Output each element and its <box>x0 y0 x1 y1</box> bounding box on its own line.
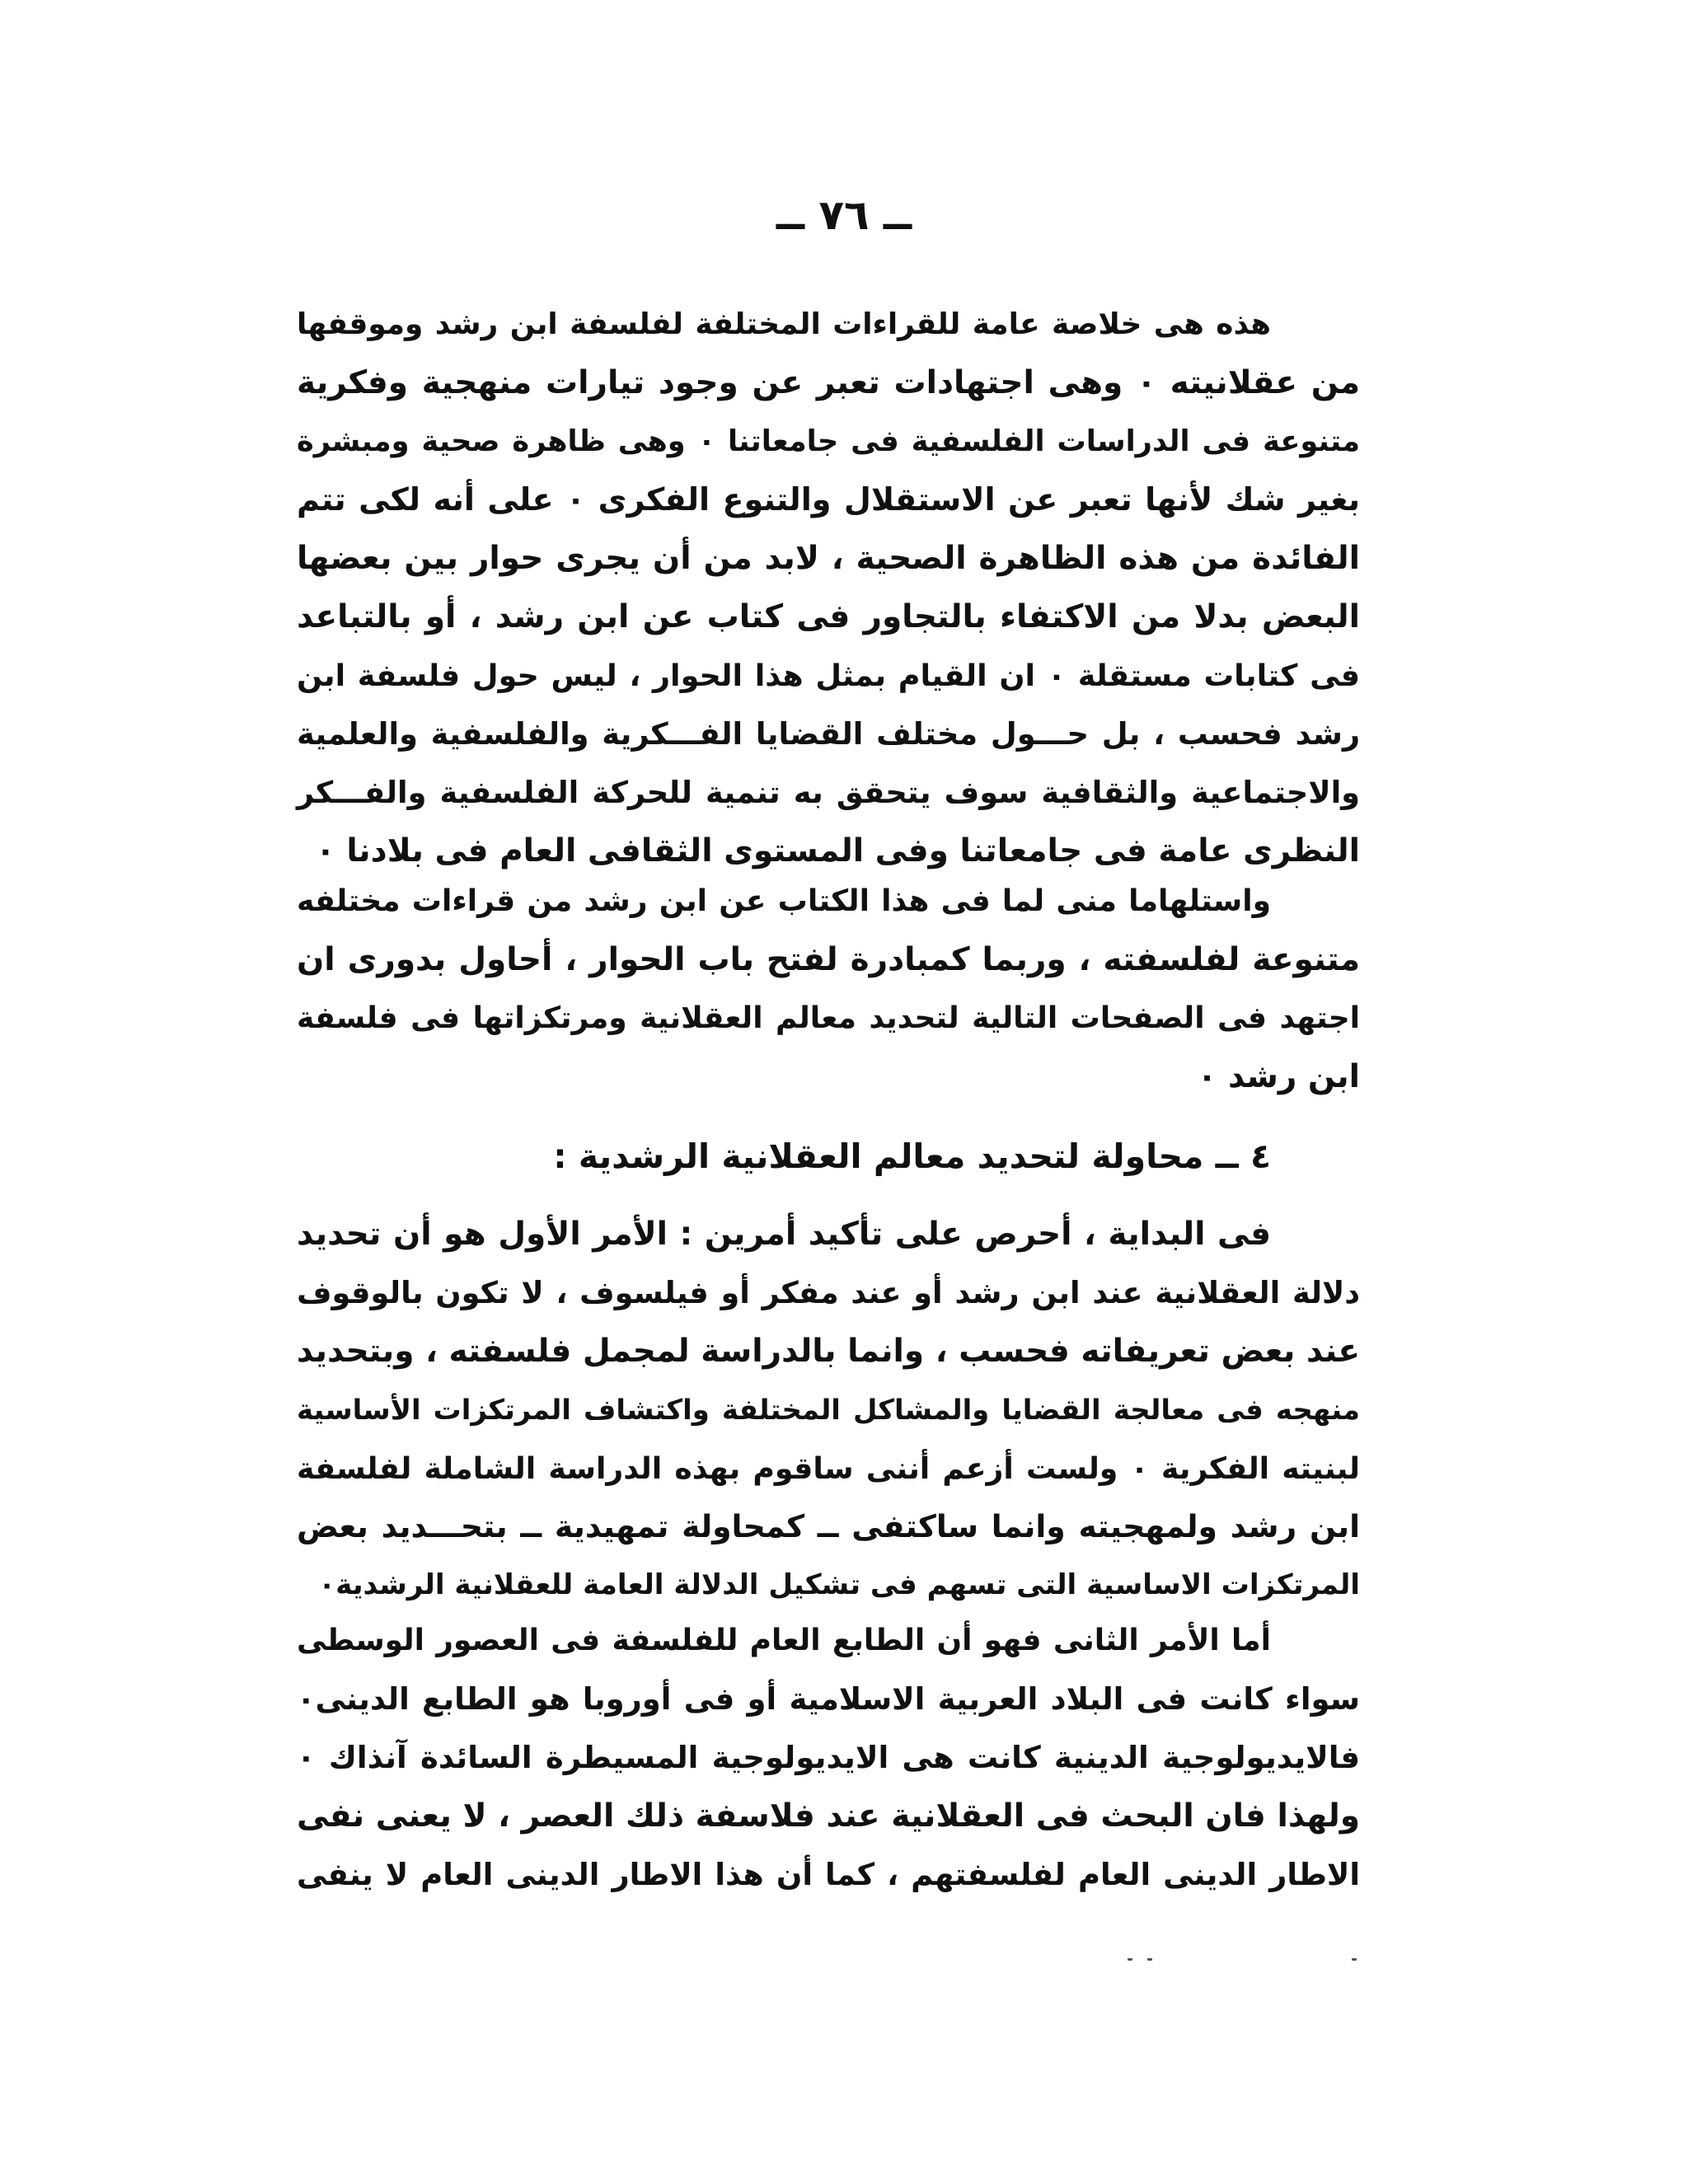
paragraph-3 <box>297 1205 1360 1615</box>
section-heading: ٤ ــ محاولة لتحديد معالم العقلانية الرشدية : <box>553 1137 1271 1176</box>
paragraph-line: متنوعة لفلسفته ، وربما كمبادرة لفتح باب الحوار ، أحاول بدورى ان <box>297 941 1360 978</box>
paragraph-2 <box>297 872 1360 1106</box>
scan-speck <box>1128 1958 1132 1961</box>
paragraph-line: فى البداية ، أحرص على تأكيد أمرين : الأمر الأول هو أن تحديد <box>297 1216 1271 1253</box>
paragraph-line: متنوعة فى الدراسات الفلسفية فى جامعاتنا ٠ وهى ظاهرة صحية ومبشرة <box>297 424 1360 458</box>
paragraph-line: أما الأمر الثانى فهو أن الطابع العام للفلسفة فى العصور الوسطى <box>297 1624 1271 1657</box>
paragraph-line: فالايديولوجية الدينية كانت هى الايديولوجية المسيطرة السائدة آنذاك ٠ <box>297 1740 1360 1775</box>
paragraph-4 <box>297 1611 1360 1904</box>
section-heading-block <box>297 1127 1360 1186</box>
scan-speck <box>1352 1958 1357 1961</box>
paragraph-line: ابن رشد ولمهجيته وانما ساكتفى ــ كمحاولة تمهيدية ــ بتحـــديد بعض <box>297 1508 1360 1544</box>
paragraph-line: واستلهاما منى لما فى هذا الكتاب عن ابن رشد من قراءات مختلفه <box>297 883 1271 918</box>
paragraph-line: سواء كانت فى البلاد العربية الاسلامية أو فى أوروبا هو الطابع الدينى٠ <box>297 1681 1360 1717</box>
page-number: ــ ٧٦ ــ <box>776 191 912 239</box>
paragraph-line: عند بعض تعريفاته فحسب ، وانما بالدراسة لمجمل فلسفته ، وبتحديد <box>296 1333 1360 1370</box>
paragraph-line: ابن رشد ٠ <box>1197 1058 1360 1095</box>
paragraph-line: المرتكزات الاساسية التى تسهم فى تشكيل الدلالة العامة للعقلانية الرشدية٠ <box>318 1568 1360 1601</box>
paragraph-line: النظرى عامة فى جامعاتنا وفى المستوى الثقافى العام فى بلادنا ٠ <box>316 832 1360 869</box>
paragraph-line: البعض بدلا من الاكتفاء بالتجاور فى كتاب عن ابن رشد ، أو بالتباعد <box>297 598 1360 635</box>
paragraph-line: دلالة العقلانية عند ابن رشد أو عند مفكر أو فيلسوف ، لا تكون بالوقوف <box>297 1275 1360 1310</box>
paragraph-line: بغير شك لأنها تعبر عن الاستقلال والتنوع الفكرى ٠ على أنه لكى تتم <box>297 481 1360 518</box>
paragraph-line: هذه هى خلاصة عامة للقراءات المختلفة لفلسفة ابن رشد وموقفها <box>297 307 1271 341</box>
paragraph-line: لبنيته الفكرية ٠ ولست أزعم أننى ساقوم بهذه الدراسة الشاملة لفلسفة <box>297 1451 1360 1486</box>
paragraph-line: الفائدة من هذه الظاهرة الصحية ، لابد من أن يجرى حوار بين بعضها <box>297 540 1360 577</box>
scan-specks <box>0 1958 1688 1966</box>
paragraph-line: ولهذا فان البحث فى العقلانية عند فلاسفة ذلك العصر ، لا يعنى نفى <box>297 1797 1360 1835</box>
paragraph-line: الاطار الدينى العام لفلسفتهم ، كما أن هذا الاطار الدينى العام لا ينفى <box>297 1857 1360 1892</box>
paragraph-line: منهجه فى معالجة القضايا والمشاكل المختلفة واكتشاف المرتكزات الأساسية <box>297 1394 1360 1426</box>
paragraph-line: اجتهد فى الصفحات التالية لتحديد معالم العقلانية ومرتكزاتها فى فلسفة <box>297 1001 1360 1035</box>
scan-speck <box>1147 1958 1152 1961</box>
paragraph-line: من عقلانيته ٠ وهى اجتهادات تعبر عن وجود تيارات منهجية وفكرية <box>297 364 1360 401</box>
paragraph-line: والاجتماعية والثقافية سوف يتحقق به تنمية للحركة الفلسفية والفـــكر <box>297 775 1360 810</box>
paragraph-line: فى كتابات مستقلة ٠ ان القيام بمثل هذا الحوار ، ليس حول فلسفة ابن <box>297 658 1360 693</box>
paragraph-line: رشد فحسب ، بل حـــول مختلف القضايا الفـــكرية والفلسفية والعلمية <box>297 716 1360 752</box>
paragraph-1 <box>297 295 1360 880</box>
